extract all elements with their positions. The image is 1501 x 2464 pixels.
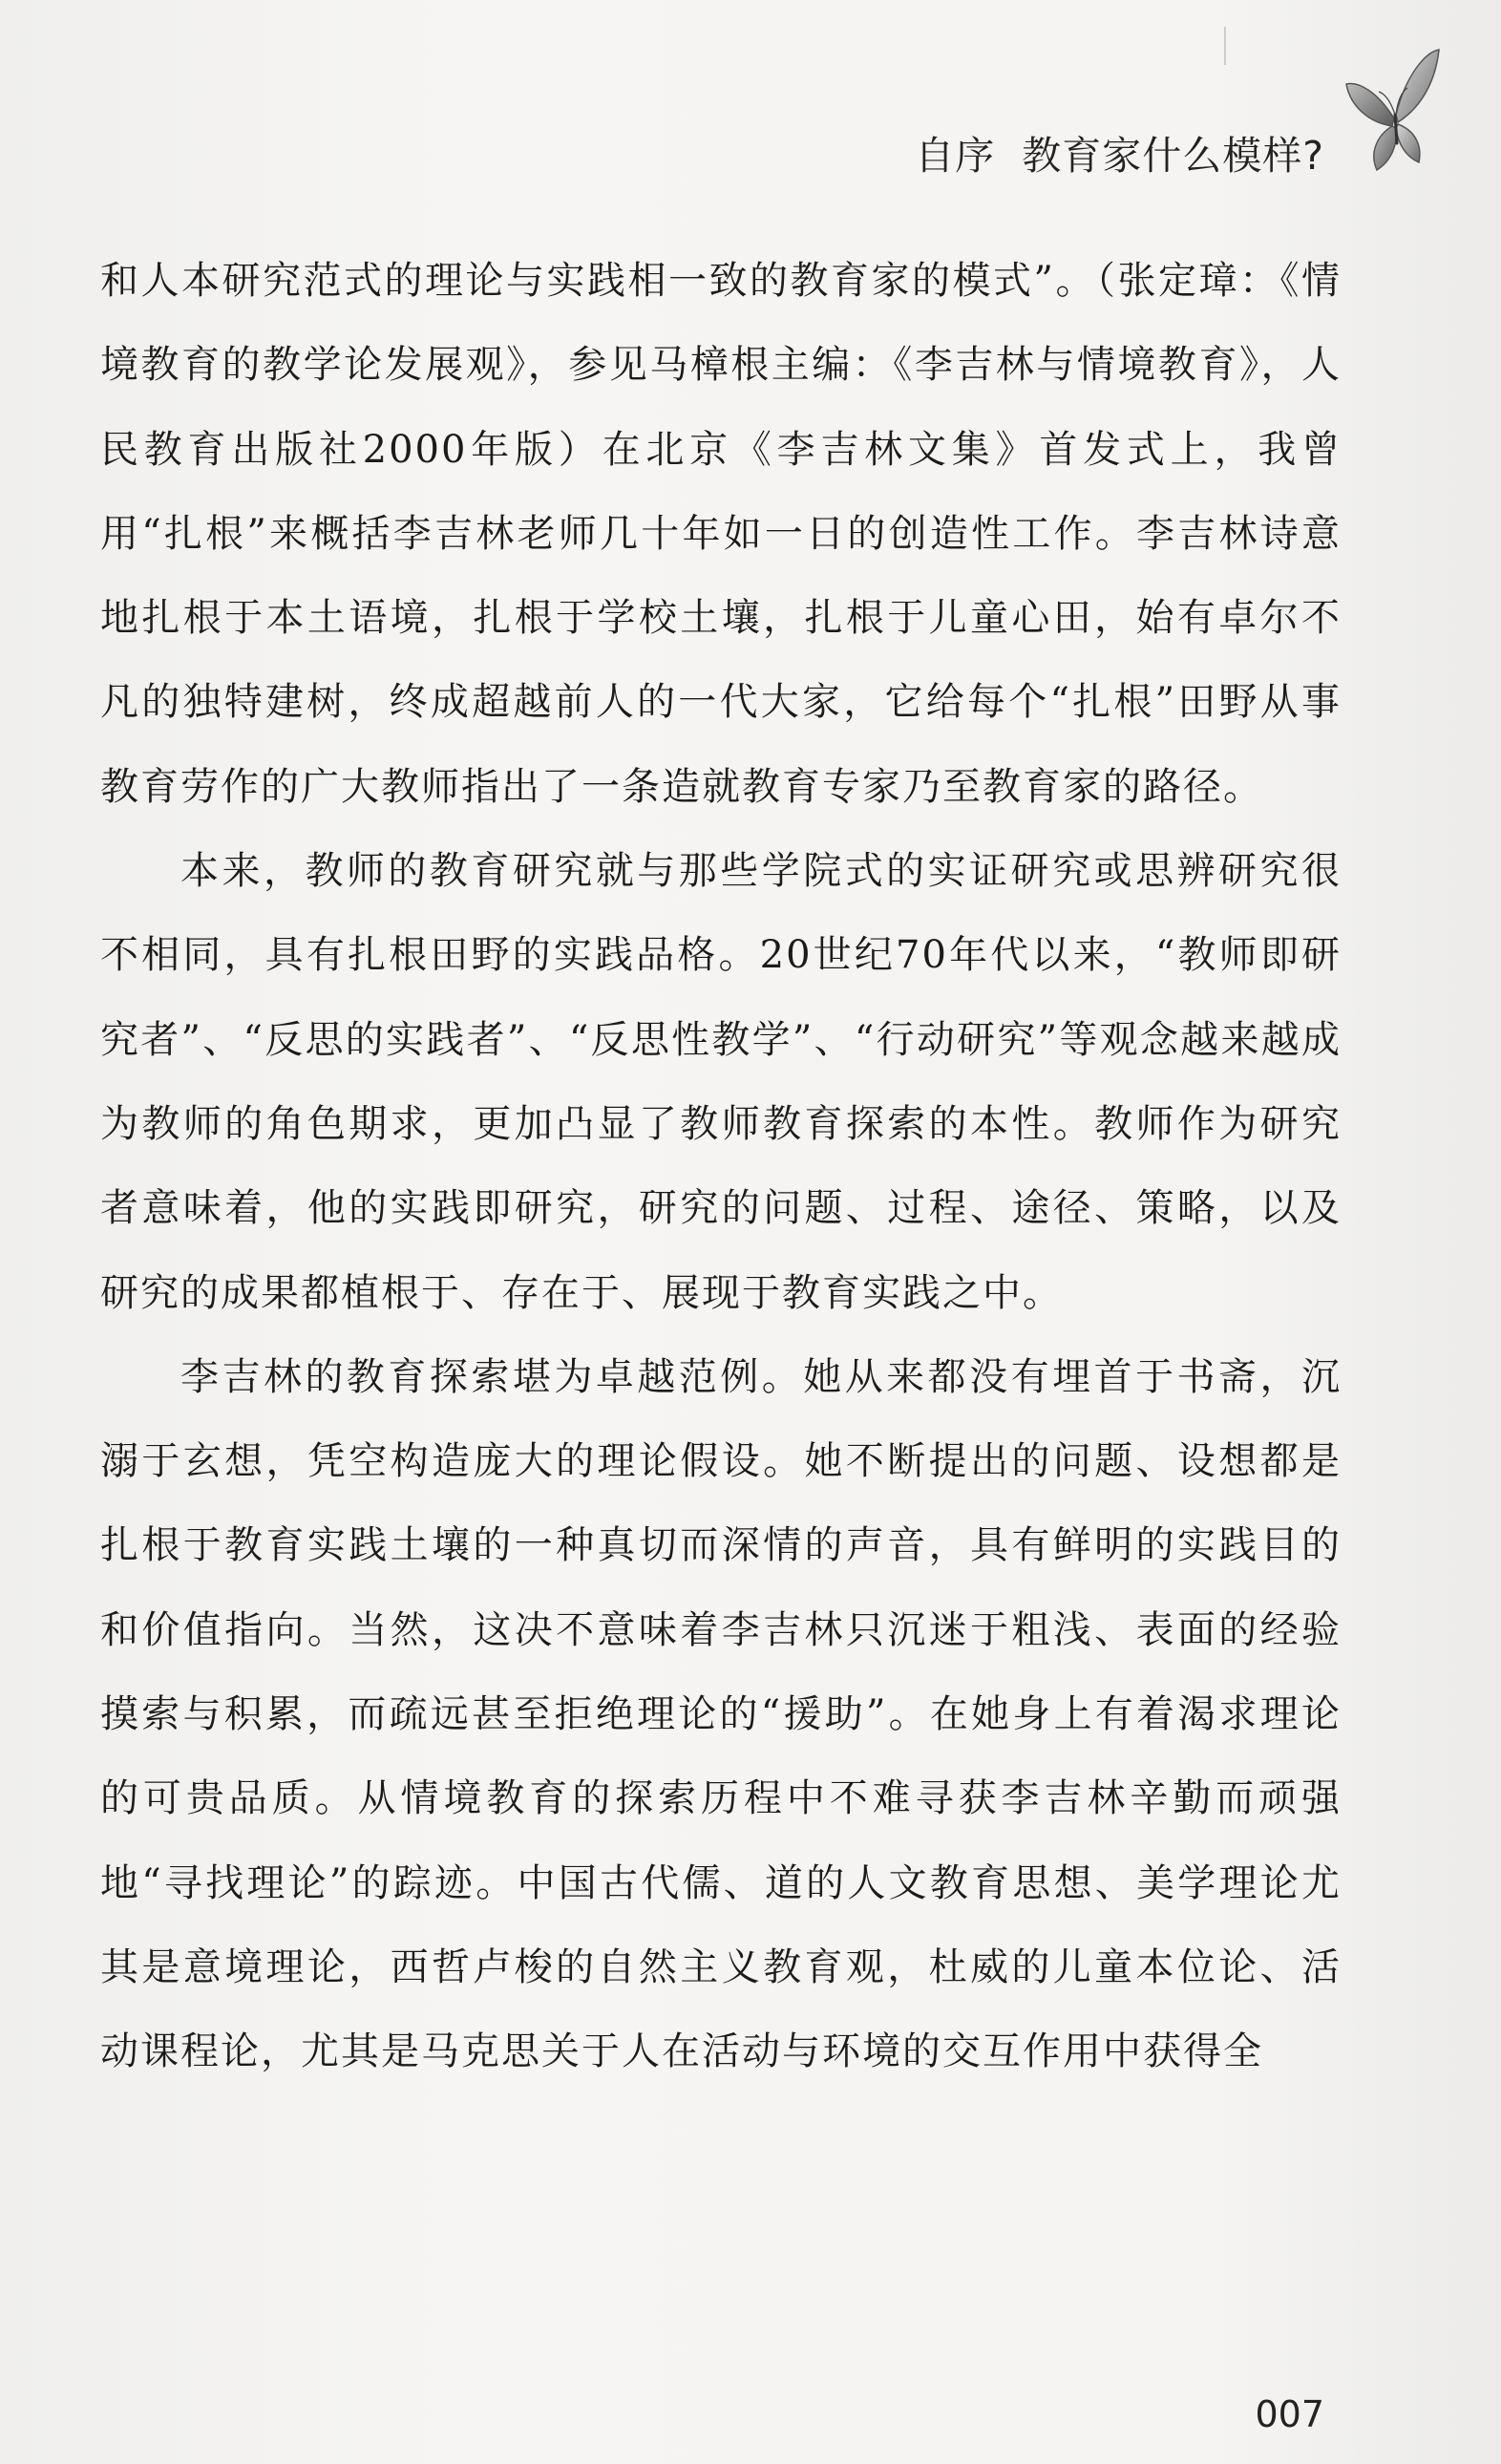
body-text <box>100 239 1342 2094</box>
header-title: 教育家什么模样? <box>1022 133 1324 179</box>
page-edge-mark <box>1224 27 1226 65</box>
paragraph-2: 本来，教师的教育研究就与那些学院式的实证研究或思辨研究很不相同，具有扎根田野的实践品格。20世纪70年代以来，“教师即研究者”、“反思的实践者”、“反思性教学”、“行动研究”等观念越来越成为教师的角色期求，更加凸显了教师教育探索的本性。教师作为研究者意味着，他的实践即研究，研究的问题、过程、途径、策略，以及研究的成果都植根于、存在于、展现于教育实践之中。 <box>100 849 1342 1315</box>
paragraph-3: 李吉林的教育探索堪为卓越范例。她从来都没有埋首于书斋，沉溺于玄想，凭空构造庞大的理论假设。她不断提出的问题、设想都是扎根于教育实践土壤的一种真切而深情的声音，具有鲜明的实践目的和价值指向。当然，这决不意味着李吉林只沉迷于粗浅、表面的经验摸索与积累，而疏远甚至拒绝理论的“援助”。在她身上有着渴求理论的可贵品质。从情境教育的探索历程中不难寻获李吉林辛勤而顽强地“寻找理论”的踪迹。中国古代儒、道的人文教育思想、美学理论尤其是意境理论，西哲卢梭的自然主义教育观，杜威的儿童本位论、活动课程论，尤其是马克思关于人在活动与环境的交互作用中获得全 <box>100 1354 1342 2074</box>
butterfly-icon <box>1329 48 1444 177</box>
header-section: 自序 <box>915 133 996 179</box>
paragraph-1: 和人本研究范式的理论与实践相一致的教育家的模式”。（张定璋：《情境教育的教学论发展观》，参见马樟根主编：《李吉林与情境教育》，人民教育出版社2000年版）在北京《李吉林文集》首发式上，我曾用“扎根”来概括李吉林老师几十年如一日的创造性工作。李吉林诗意地扎根于本土语境，扎根于学校土壤，扎根于儿童心田，始有卓尔不凡的独特建树，终成超越前人的一代大家，它给每个“扎根”田野从事教育劳作的广大教师指出了一条造就教育专家乃至教育家的路径。 <box>100 259 1342 809</box>
page-number: 007 <box>1255 2393 1324 2435</box>
running-header <box>915 124 1324 181</box>
